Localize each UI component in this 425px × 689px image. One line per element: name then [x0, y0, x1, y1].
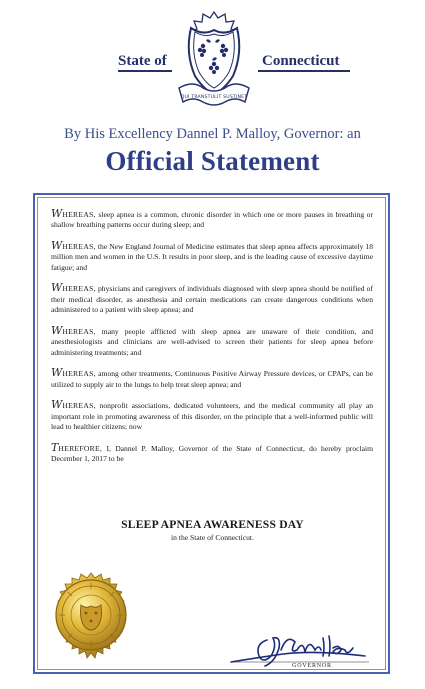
clause-lead: HEREAS, [62, 369, 96, 379]
clause-initial: W [51, 398, 63, 412]
clause-lead: HEREAS, [62, 401, 96, 411]
clause-text: I, Dannel P. Malloy, Governor of the State of Connecticut, do hereby proclaim December 1, 2017 to be [51, 443, 373, 464]
clause-lead: HEREAS, [62, 326, 96, 336]
state-label-right: Connecticut [262, 53, 340, 69]
clause-lead: HEREFORE, [58, 443, 103, 453]
gold-seal-icon [41, 565, 141, 665]
whereas-clause [51, 283, 373, 315]
clause-initial: W [51, 323, 63, 337]
state-rule-left [118, 70, 172, 72]
clause-initial: W [51, 366, 63, 380]
whereas-clause [51, 368, 373, 390]
whereas-clause [51, 209, 373, 231]
state-label-left: State of [118, 53, 167, 69]
seal-motto: QUI TRANSTULIT SUSTINET [180, 95, 248, 100]
signature-role: GOVERNOR [292, 663, 332, 669]
statement-header [0, 0, 425, 205]
clause-text: many people afflicted with sleep apnea are unaware of their condition, and anesthesiologists and clinicians are well-advised to screen their patients for sleep apnea before administering treatments; and [51, 326, 373, 357]
whereas-clause [51, 241, 373, 273]
state-rule-right [258, 70, 350, 72]
clause-text: nonprofit associations, dedicated volunteers, and the medical community all play an important role in promoting awareness of this disorder, on the principle that a well-informed public will lead to healthier citizens; now [51, 401, 373, 432]
clause-lead: HEREAS, [62, 210, 96, 219]
clause-initial: W [51, 207, 63, 220]
clause-text: sleep apnea is a common, chronic disorder in which one or more pauses in breathing or shallow breathing patterns occur during sleep; and [51, 210, 373, 230]
clause-initial: T [51, 440, 59, 454]
whereas-clause [51, 323, 373, 358]
clause-lead: HEREAS, [62, 284, 96, 294]
state-seal-icon [173, 8, 255, 108]
therefore-clause [51, 440, 373, 465]
statement-body [51, 209, 373, 475]
statement-byline: By His Excellency Dannel P. Malloy, Governor: an [64, 126, 361, 142]
whereas-clause [51, 400, 373, 432]
proclamation-subtitle: in the State of Connecticut. [171, 533, 254, 542]
clause-text: physicians and caregivers of individuals diagnosed with sleep apnea should be notified of their medical disorder, as anesthesia and certain medications can create dangerous conditions when administered to a patient with sleep apnea; and [51, 284, 373, 315]
clause-text: the New England Journal of Medicine estimates that sleep apnea affects approximately 18 million men and women in the U.S. It results in poor sleep, and is the leading cause of excessive daytime fatigue; and [51, 242, 373, 272]
clause-lead: HEREAS, [62, 242, 96, 251]
clause-initial: W [51, 281, 63, 295]
clause-initial: W [51, 239, 63, 252]
statement-title: Official Statement [105, 146, 320, 176]
proclamation-title: SLEEP APNEA AWARENESS DAY [121, 518, 304, 531]
clause-text: among other treatments, Continuous Positive Airway Pressure devices, or CPAPs, can be utilized to supply air to the lungs to help treat sleep apnea; and [51, 369, 373, 389]
